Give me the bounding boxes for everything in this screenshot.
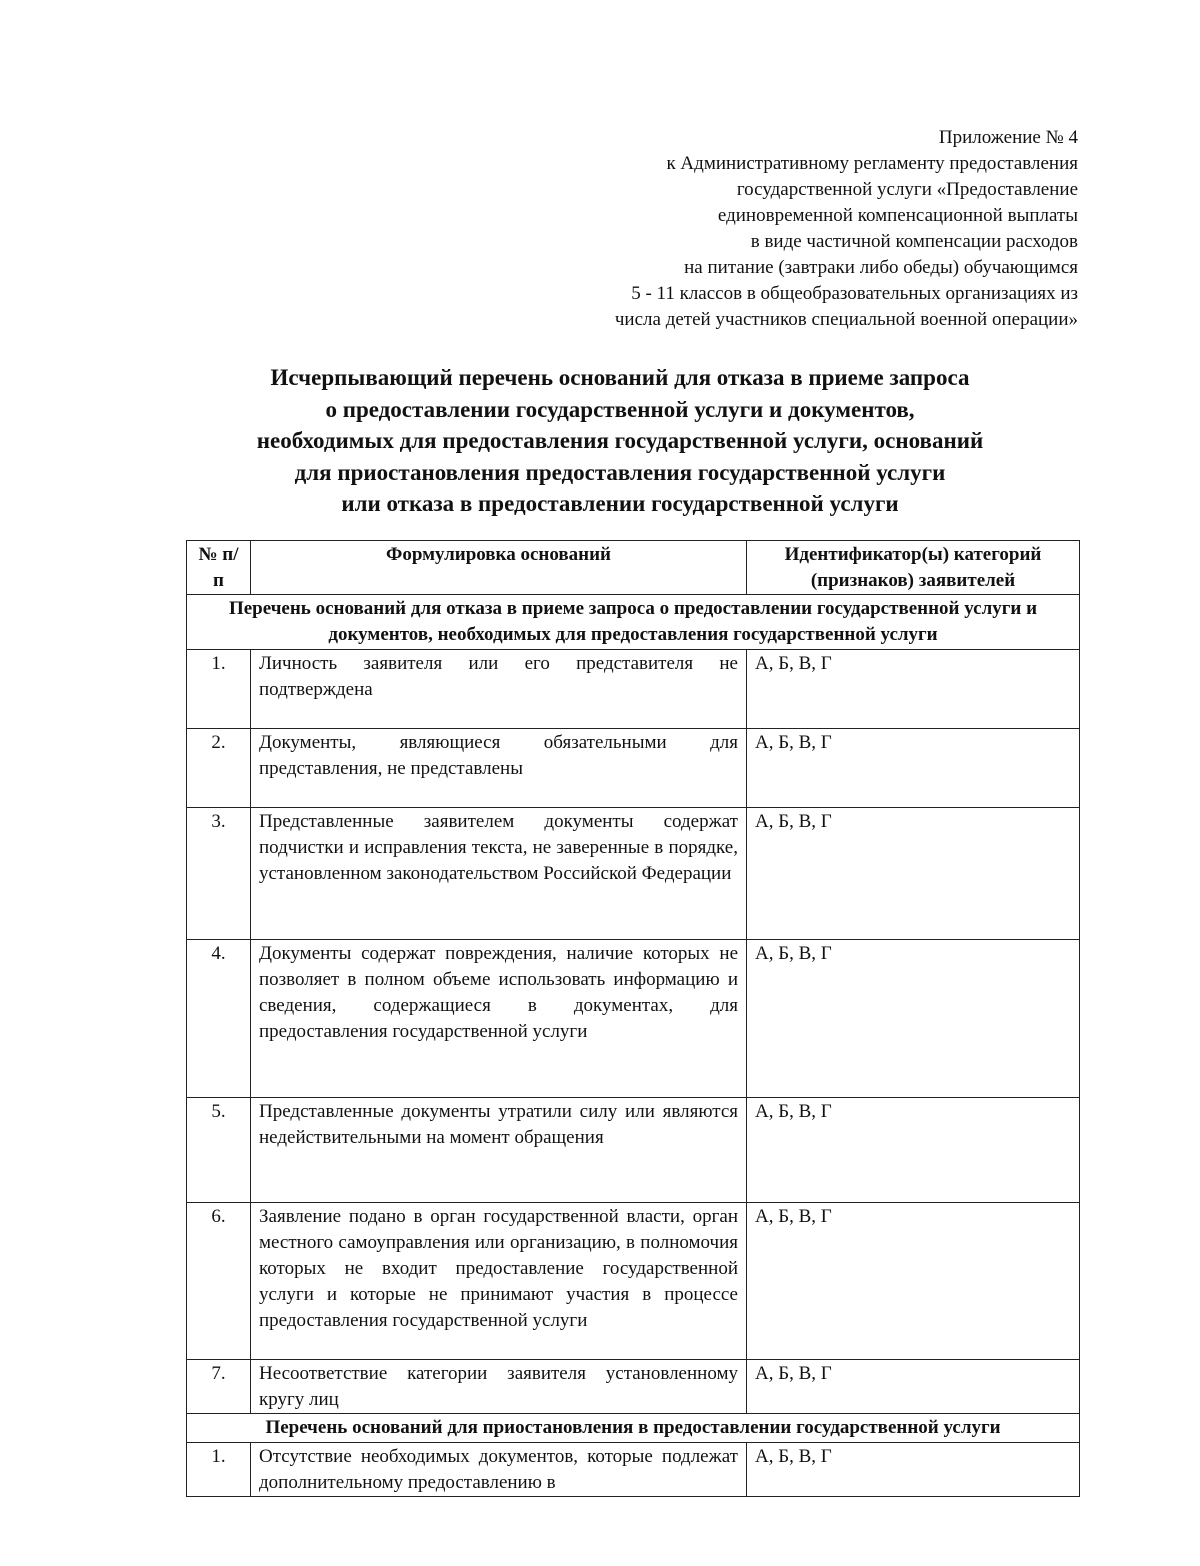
header-ids: Идентификатор(ы) категорий (признаков) заявителей [747, 541, 1080, 595]
row-text: Несоответствие категории заявителя установленному кругу лиц [251, 1360, 747, 1414]
grounds-table [186, 540, 1080, 1497]
appendix-line: государственной услуги «Предоставление [736, 179, 1078, 200]
row-ids: А, Б, В, Г [747, 808, 1080, 940]
title-line: для приостановления предоставления государственной услуги [294, 459, 946, 485]
row-num: 3. [187, 808, 251, 940]
title-line: о предоставлении государственной услуги и документов, [325, 396, 915, 422]
appendix-line: единовременной компенсационной выплаты [717, 205, 1078, 226]
row-ids: А, Б, В, Г [747, 650, 1080, 729]
appendix-line: на питание (завтраки либо обеды) обучающимся [684, 257, 1078, 278]
table-row [187, 940, 1080, 1098]
title-line: Исчерпывающий перечень оснований для отказа в приеме запроса [270, 365, 970, 390]
row-text: Заявление подано в орган государственной власти, орган местного самоуправления или организацию, в полномочия которых не входит предоставление государственной услуги и которые не принимают участия в процессе предоставления государственной услуги [251, 1203, 747, 1360]
row-text: Отсутствие необходимых документов, которые подлежат дополнительному предоставлению в [251, 1443, 747, 1497]
row-num: 6. [187, 1203, 251, 1360]
table-row [187, 729, 1080, 808]
document-title [180, 362, 1060, 520]
row-num: 1. [187, 1443, 251, 1497]
row-ids: А, Б, В, Г [747, 1360, 1080, 1414]
table-row [187, 808, 1080, 940]
row-text: Документы, являющиеся обязательными для представления, не представлены [251, 729, 747, 808]
section-row [187, 595, 1080, 650]
table-row [187, 650, 1080, 729]
row-num: 5. [187, 1098, 251, 1203]
section-title: Перечень оснований для приостановления в предоставлении государственной услуги [187, 1414, 1080, 1443]
header-num: № п/п [187, 541, 251, 595]
row-num: 2. [187, 729, 251, 808]
row-num: 4. [187, 940, 251, 1098]
row-ids: А, Б, В, Г [747, 1203, 1080, 1360]
row-ids: А, Б, В, Г [747, 729, 1080, 808]
title-line: необходимых для предоставления государственной услуги, оснований [256, 428, 984, 453]
title-line: или отказа в предоставлении государственной услуги [341, 491, 899, 516]
row-text: Личность заявителя или его представителя не подтверждена [251, 650, 747, 729]
table-row [187, 1443, 1080, 1497]
row-text: Документы содержат повреждения, наличие которых не позволяет в полном объеме использовать информацию и сведения, содержащиеся в документах, для предоставления государственной услуги [251, 940, 747, 1098]
appendix-header [615, 125, 1078, 333]
table-row [187, 1360, 1080, 1414]
appendix-line: к Административному регламенту предоставления [666, 153, 1078, 174]
appendix-line: в виде частичной компенсации расходов [750, 231, 1078, 252]
row-text: Представленные документы утратили силу или являются недействительными на момент обращения [251, 1098, 747, 1203]
row-num: 7. [187, 1360, 251, 1414]
row-ids: А, Б, В, Г [747, 1098, 1080, 1203]
appendix-line: числа детей участников специальной военной операции» [614, 309, 1078, 330]
table-row [187, 1098, 1080, 1203]
section-title: Перечень оснований для отказа в приеме запроса о предоставлении государственной услуги и документов, необходимых для предоставления государственной услуги [187, 595, 1080, 650]
table-header-row [187, 541, 1080, 595]
table-row [187, 1203, 1080, 1360]
row-ids: А, Б, В, Г [747, 940, 1080, 1098]
row-text: Представленные заявителем документы содержат подчистки и исправления текста, не заверенные в порядке, установленном законодательством Российской Федерации [251, 808, 747, 940]
appendix-line: 5 - 11 классов в общеобразовательных организациях из [631, 283, 1078, 304]
row-num: 1. [187, 650, 251, 729]
appendix-line: Приложение № 4 [938, 127, 1078, 148]
row-ids: А, Б, В, Г [747, 1443, 1080, 1497]
header-wording: Формулировка оснований [251, 541, 747, 595]
section-row [187, 1414, 1080, 1443]
